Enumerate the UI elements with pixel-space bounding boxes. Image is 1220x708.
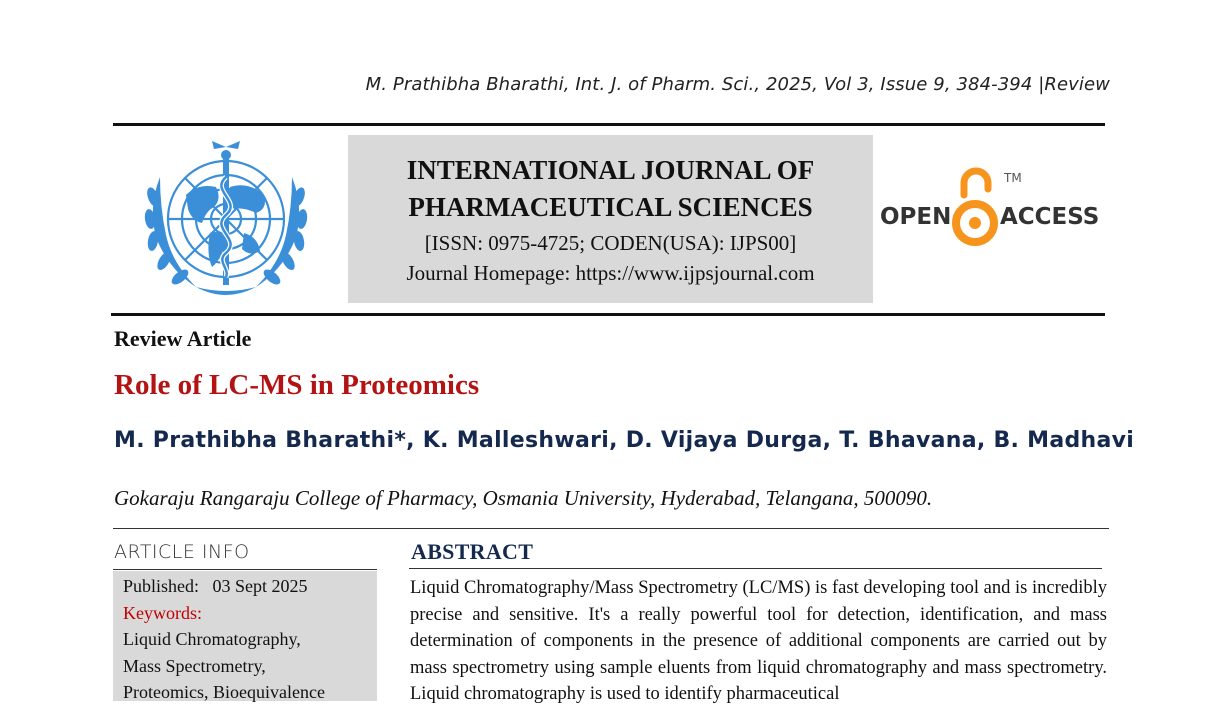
journal-issn: [ISSN: 0975-4725; CODEN(USA): IJPS00] (424, 231, 797, 255)
keywords-label: Keywords: (123, 602, 202, 623)
journal-title (348, 152, 873, 226)
abstract-rule (409, 568, 1102, 569)
open-access-left-text: OPEN (880, 204, 952, 230)
section-divider (113, 528, 1109, 529)
published-row (123, 573, 377, 600)
author-affiliation: Gokaraju Rangaraju College of Pharmacy, Osmania University, Hyderabad, Telangana, 500090. (114, 486, 933, 510)
header-rule-bottom (111, 313, 1105, 316)
abstract-heading: ABSTRACT (411, 539, 534, 564)
published-date: 03 Sept 2025 (212, 576, 308, 596)
keyword-item: Proteomics, Bioequivalence (123, 682, 325, 702)
trademark-mark: TM (1004, 171, 1022, 185)
journal-title-line1: INTERNATIONAL JOURNAL OF (406, 155, 815, 185)
open-access-logo (880, 165, 1108, 255)
keyword-item: Liquid Chromatography, (123, 629, 301, 649)
published-label: Published: (123, 576, 200, 596)
article-title: Role of LC-MS in Proteomics (114, 369, 480, 401)
journal-emblem-logo (126, 137, 326, 307)
open-access-right-text: ACCESS (1000, 204, 1100, 230)
abstract-text: Liquid Chromatography/Mass Spectrometry (LC/MS) is fast developing tool and is incredibly precise and sensitive. It's a really powerful tool for detection, identification, and mass determination of components in the presence of additional components are carried out by mass spectrometry using sample eluents from liquid chromatography and mass spectrometry. Liquid chromatography is used to identify pharmaceutical (410, 578, 1107, 704)
running-header-citation: M. Prathibha Bharathi, Int. J. of Pharm. Sci., 2025, Vol 3, Issue 9, 384-394 |Review (365, 74, 1110, 95)
header-rule-top (113, 123, 1105, 126)
article-info-rule (113, 569, 377, 570)
journal-title-line2: PHARMACEUTICAL SCIENCES (408, 192, 813, 222)
author-list: M. Prathibha Bharathi*, K. Malleshwari, D. Vijaya Durga, T. Bhavana, B. Madhavi (114, 428, 1135, 453)
open-padlock-icon (956, 171, 994, 242)
keyword-item: Mass Spectrometry, (123, 655, 266, 676)
article-type-label: Review Article (114, 326, 252, 351)
journal-masthead (348, 135, 873, 303)
article-info-box (113, 571, 377, 701)
journal-homepage: Journal Homepage: https://www.ijpsjournal.com (406, 261, 815, 285)
article-info-heading: ARTICLE INFO (114, 541, 250, 563)
